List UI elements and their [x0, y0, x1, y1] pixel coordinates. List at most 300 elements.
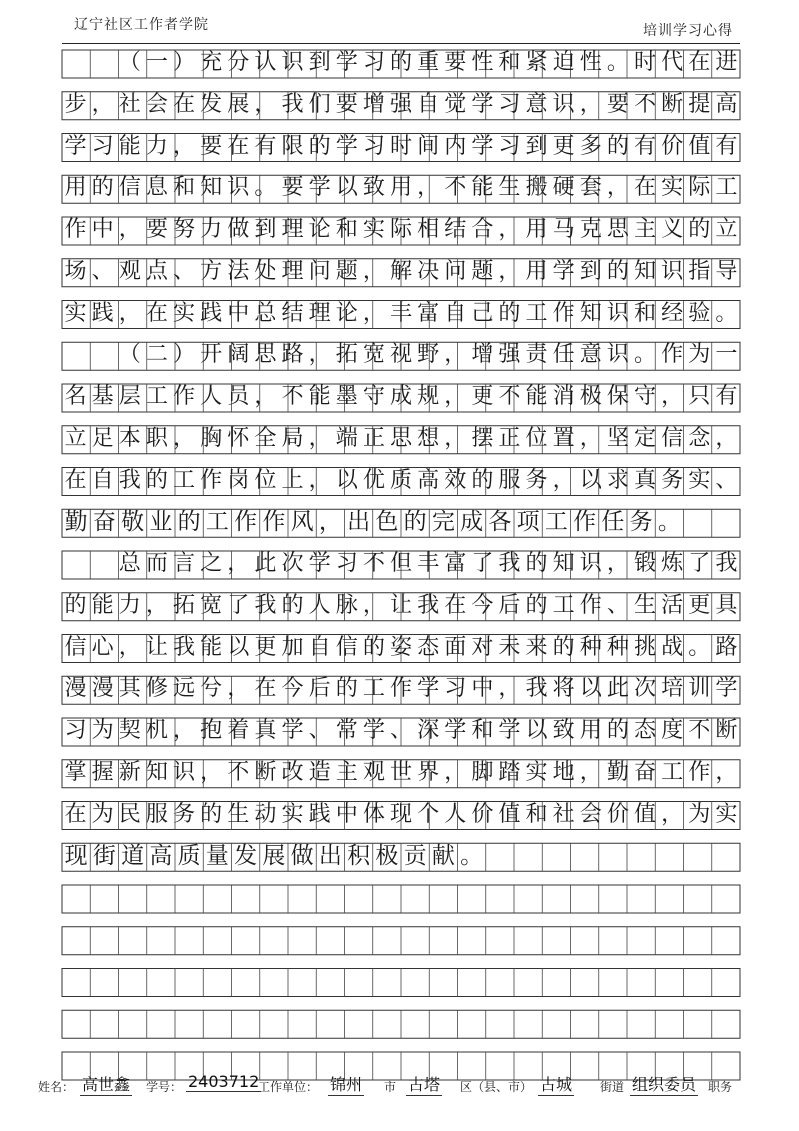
handwritten-char: ） — [172, 342, 196, 368]
handwritten-char: 富 — [417, 300, 440, 326]
handwritten-char: 习 — [444, 676, 467, 702]
handwritten-char: 今 — [471, 592, 494, 618]
handwritten-char: 题 — [471, 258, 494, 284]
handwritten-char: 加 — [281, 634, 304, 660]
handwritten-char: 次 — [634, 676, 657, 702]
handwritten-char: 来 — [525, 634, 548, 660]
handwritten-char: 的 — [91, 175, 114, 201]
district-suffix: 区（县、市） — [460, 1080, 533, 1094]
handwritten-char: 。 — [634, 342, 657, 368]
handwritten-char: 会 — [579, 801, 602, 827]
handwritten-char: 要 — [145, 217, 168, 242]
handwritten-char: 工 — [661, 759, 684, 785]
handwritten-char: 地 — [552, 759, 575, 785]
handwritten-char: 各 — [488, 509, 512, 536]
handwritten-char: 世 — [389, 759, 413, 785]
handwritten-char: 高 — [715, 91, 738, 117]
handwritten-char: 性 — [579, 50, 602, 75]
handwritten-char: 时 — [389, 133, 413, 159]
handwritten-char: 勤 — [64, 509, 88, 536]
handwritten-char: 远 — [172, 676, 196, 702]
handwritten-char: 开 — [200, 342, 223, 368]
handwritten-char: 论 — [335, 300, 358, 326]
handwritten-char: 能 — [525, 384, 548, 409]
handwritten-char: 要 — [200, 133, 223, 159]
handwritten-char: 更 — [254, 634, 277, 660]
handwritten-char: 高 — [149, 843, 173, 870]
handwritten-char: 的 — [389, 50, 413, 75]
handwritten-char: 在 — [172, 91, 196, 117]
handwritten-char: 消 — [552, 384, 575, 409]
handwritten-char: 学 — [335, 50, 358, 75]
handwritten-char: 学 — [498, 718, 521, 743]
handwritten-char: 导 — [715, 258, 738, 284]
handwritten-char: 守 — [634, 384, 657, 409]
handwritten-char: 挑 — [634, 634, 657, 660]
handwritten-char: 和 — [634, 300, 657, 326]
handwritten-char: 信 — [118, 175, 141, 201]
handwritten-char: 兮 — [200, 676, 223, 702]
handwritten-char: 姿 — [389, 634, 413, 660]
handwritten-char: 掌 — [64, 759, 87, 785]
handwritten-char: 。 — [657, 509, 681, 536]
handwritten-char: 活 — [661, 592, 684, 618]
handwritten-char: 脉 — [335, 592, 358, 618]
handwritten-char: 上 — [281, 467, 304, 493]
handwritten-char: 习 — [498, 133, 521, 159]
handwritten-char: ， — [227, 676, 250, 702]
handwritten-char: 、 — [606, 592, 629, 618]
handwritten-char: 发 — [200, 91, 223, 117]
handwritten-char: 言 — [172, 551, 196, 576]
student-id-label: 学号： — [146, 1080, 183, 1094]
handwritten-char: 实 — [688, 467, 711, 493]
handwritten-char: 自 — [91, 467, 114, 493]
handwritten-char: ， — [118, 300, 141, 326]
handwritten-char: 高 — [417, 467, 440, 493]
handwritten-char: 作 — [579, 592, 602, 618]
handwritten-char: 要 — [606, 91, 629, 117]
handwritten-char: 战 — [661, 634, 684, 660]
handwritten-char: 习 — [335, 551, 358, 576]
handwritten-char: 阔 — [227, 342, 250, 368]
handwritten-char: 总 — [118, 551, 141, 576]
handwritten-char: 限 — [281, 133, 304, 159]
handwritten-char: 实 — [64, 300, 87, 326]
handwritten-char: 对 — [471, 634, 494, 660]
handwritten-char: 作 — [389, 676, 413, 702]
handwritten-char: 增 — [362, 91, 385, 117]
handwritten-char: 后 — [308, 676, 331, 702]
handwritten-char: 路 — [715, 634, 738, 660]
handwritten-char: 丰 — [417, 551, 440, 576]
handwritten-char: 新 — [118, 759, 141, 785]
handwritten-char: 意 — [579, 342, 602, 368]
handwritten-char: 业 — [149, 509, 173, 536]
handwritten-char: 用 — [64, 175, 87, 201]
handwritten-char: 具 — [715, 592, 738, 618]
handwritten-char: 能 — [118, 133, 141, 159]
handwritten-char: ， — [552, 467, 575, 493]
handwritten-char: 不 — [227, 759, 250, 785]
handwritten-char: 中 — [227, 300, 250, 326]
handwritten-char: 修 — [145, 676, 168, 702]
handwritten-char: ， — [417, 175, 440, 201]
handwritten-char: 守 — [362, 384, 385, 409]
handwritten-char: 拓 — [335, 342, 358, 368]
handwritten-char: 值 — [634, 801, 657, 827]
handwritten-char: 不 — [362, 551, 385, 576]
handwritten-char: 以 — [579, 676, 602, 702]
handwritten-char: 踏 — [498, 759, 521, 785]
handwritten-char: 、 — [91, 258, 114, 284]
handwritten-char: 工 — [715, 175, 738, 201]
handwritten-char: ， — [498, 258, 521, 284]
handwritten-char: ， — [362, 592, 385, 618]
handwritten-char: 锻 — [634, 551, 657, 576]
handwritten-char: ， — [91, 91, 114, 117]
post-suffix: 职务 — [708, 1080, 733, 1094]
handwritten-char: ， — [308, 425, 331, 451]
handwritten-char: 现 — [64, 843, 88, 870]
handwritten-char: 现 — [389, 801, 413, 827]
city-value: 锦州 — [328, 1072, 364, 1096]
handwritten-char: 、 — [715, 467, 738, 493]
handwritten-char: ， — [498, 217, 521, 242]
handwritten-char: 和 — [525, 801, 548, 827]
handwritten-char: 在 — [688, 50, 711, 75]
handwritten-char: 拓 — [172, 592, 196, 618]
handwritten-char: 此 — [254, 551, 277, 576]
handwritten-char: 学 — [444, 718, 467, 743]
handwritten-char: 题 — [335, 258, 358, 284]
handwritten-char: 的 — [64, 592, 87, 618]
handwritten-char: 造 — [308, 759, 331, 785]
handwritten-char: 不 — [281, 384, 304, 409]
handwritten-char: 我 — [417, 592, 440, 618]
handwritten-char: 断 — [715, 718, 738, 743]
handwritten-char: 实 — [661, 175, 684, 201]
handwritten-char: ， — [579, 759, 602, 785]
handwritten-char: 工 — [544, 509, 568, 536]
handwritten-char: 和 — [335, 217, 358, 242]
handwritten-char: 保 — [606, 384, 629, 409]
handwritten-char: 。 — [460, 843, 484, 870]
handwritten-char: 脚 — [471, 759, 494, 785]
handwritten-char: 息 — [145, 175, 168, 201]
handwritten-char: 体 — [362, 801, 385, 827]
handwritten-char: 民 — [118, 801, 141, 827]
handwritten-char: 理 — [281, 217, 304, 242]
handwritten-char: ， — [444, 342, 467, 368]
handwritten-char: 努 — [172, 217, 196, 242]
handwritten-char: 改 — [281, 759, 304, 785]
handwritten-char: 以 — [335, 175, 358, 201]
handwritten-char: 理 — [281, 258, 304, 284]
handwritten-char: 处 — [254, 258, 277, 284]
handwritten-char: 时 — [634, 50, 657, 75]
handwritten-char: 工 — [172, 467, 196, 493]
handwritten-char: ， — [172, 133, 196, 159]
handwritten-char: 识 — [281, 50, 304, 75]
handwritten-char: 务 — [525, 467, 548, 493]
handwritten-char: 为 — [688, 342, 711, 368]
handwritten-char: 量 — [205, 843, 229, 870]
handwritten-char: 紧 — [525, 50, 548, 75]
handwritten-char: 更 — [471, 384, 494, 409]
handwritten-char: 际 — [688, 175, 711, 201]
handwritten-char: 项 — [516, 509, 540, 536]
handwritten-char: 进 — [715, 50, 738, 75]
handwritten-char: 作 — [64, 217, 87, 242]
handwritten-char: 展 — [262, 843, 286, 870]
handwritten-char: 足 — [91, 425, 114, 451]
handwritten-char: ， — [145, 592, 168, 618]
handwritten-char: 任 — [552, 342, 575, 368]
handwritten-char: 基 — [91, 384, 114, 409]
handwritten-char: 优 — [362, 467, 385, 493]
handwritten-char: ， — [579, 425, 602, 451]
handwritten-char: ， — [227, 551, 250, 576]
handwritten-char: 工 — [205, 509, 229, 536]
handwritten-char: 有 — [715, 133, 738, 159]
handwritten-char: 求 — [606, 467, 629, 493]
handwritten-char: 在 — [64, 467, 87, 493]
handwritten-char: 色 — [375, 509, 399, 536]
handwritten-char: 中 — [471, 676, 494, 702]
handwritten-char: 的 — [688, 217, 711, 242]
handwritten-char: 的 — [525, 551, 548, 576]
handwritten-char: 着 — [227, 718, 250, 743]
handwritten-char: 要 — [335, 91, 358, 117]
handwritten-char: 生 — [498, 175, 521, 201]
handwritten-char: 断 — [254, 759, 277, 785]
handwritten-char: 生 — [634, 592, 657, 618]
handwritten-char: ， — [498, 676, 521, 702]
handwritten-char: ， — [715, 425, 738, 451]
handwritten-char: 习 — [498, 91, 521, 117]
handwritten-char: 相 — [417, 217, 440, 242]
handwritten-char: 在 — [634, 175, 657, 201]
handwritten-char: 墨 — [335, 384, 358, 409]
handwritten-char: 理 — [308, 300, 331, 326]
handwritten-char: ， — [118, 217, 141, 242]
handwritten-char: 作 — [262, 509, 286, 536]
handwritten-char: ， — [172, 718, 196, 743]
handwritten-char: 知 — [634, 258, 657, 284]
handwritten-char: 人 — [444, 801, 467, 827]
handwritten-char: 社 — [552, 801, 575, 827]
handwritten-char: 学 — [64, 133, 87, 159]
handwritten-char: 学 — [281, 718, 304, 743]
handwritten-char: 断 — [661, 91, 684, 117]
handwritten-char: 更 — [552, 133, 575, 159]
handwritten-char: 问 — [444, 258, 467, 284]
handwritten-char: 完 — [431, 509, 455, 536]
handwritten-char: 用 — [525, 258, 548, 284]
handwritten-char: 但 — [389, 551, 413, 576]
handwritten-char: 道 — [121, 843, 145, 870]
handwritten-char: 奋 — [92, 509, 116, 536]
handwritten-char: ， — [308, 467, 331, 493]
handwritten-char: 契 — [118, 718, 141, 743]
handwritten-char: 后 — [498, 592, 521, 618]
handwritten-char: 结 — [444, 217, 467, 242]
handwritten-char: 了 — [471, 551, 494, 576]
handwritten-char: ， — [444, 759, 467, 785]
handwritten-char: ， — [362, 258, 385, 284]
handwritten-char: 成 — [460, 509, 484, 536]
handwritten-char: 以 — [525, 718, 548, 743]
handwritten-char: 一 — [715, 342, 738, 368]
handwritten-char: 用 — [389, 175, 413, 201]
handwritten-char: 展 — [227, 91, 250, 117]
handwritten-char: 价 — [471, 801, 494, 827]
handwritten-char: 工 — [552, 592, 575, 618]
handwritten-char: 态 — [417, 634, 440, 660]
handwritten-char: 务 — [629, 509, 653, 536]
handwritten-char: 规 — [417, 384, 440, 409]
handwritten-char: 不 — [444, 175, 467, 201]
handwritten-char: 积 — [347, 843, 371, 870]
handwritten-char: 的 — [335, 676, 358, 702]
handwritten-char: 岗 — [227, 467, 250, 493]
handwritten-char: 践 — [308, 801, 331, 827]
handwritten-char: 。 — [254, 175, 277, 201]
handwritten-char: 责 — [525, 342, 548, 368]
handwritten-char: 和 — [498, 50, 521, 75]
handwritten-char: 宽 — [362, 342, 385, 368]
handwritten-char: 而 — [145, 551, 168, 576]
handwritten-char: 场 — [64, 258, 87, 284]
handwritten-char: 机 — [145, 718, 168, 743]
handwritten-char: 、 — [308, 718, 331, 743]
handwritten-char: 有 — [634, 133, 657, 159]
handwritten-char: 决 — [417, 258, 440, 284]
handwritten-char: 的 — [308, 133, 331, 159]
name-value: 高世鑫 — [80, 1072, 132, 1096]
handwritten-char: 的 — [606, 258, 629, 284]
handwritten-char: 置 — [552, 425, 575, 451]
handwritten-char: 的 — [606, 718, 629, 743]
street-value: 古城 — [538, 1072, 574, 1096]
handwritten-char: 习 — [91, 133, 114, 159]
handwritten-char: ， — [254, 91, 277, 117]
handwritten-char: 质 — [389, 467, 413, 493]
handwritten-char: 识 — [579, 551, 602, 576]
handwritten-char: ， — [661, 801, 684, 827]
handwritten-char: 种 — [579, 634, 602, 660]
handwritten-char: 漫 — [91, 676, 114, 702]
handwritten-char: 服 — [498, 467, 521, 493]
handwritten-char: 漫 — [64, 676, 87, 702]
handwritten-char: 习 — [362, 50, 385, 75]
handwritten-char: 实 — [525, 759, 548, 785]
handwritten-char: 思 — [606, 217, 629, 242]
handwritten-char: ， — [579, 91, 602, 117]
handwritten-char: 服 — [145, 801, 168, 827]
handwritten-char: 马 — [552, 217, 575, 242]
handwritten-char: 用 — [525, 217, 548, 242]
handwritten-char: 面 — [444, 634, 467, 660]
handwritten-char: 敬 — [121, 509, 145, 536]
handwritten-char: 习 — [362, 133, 385, 159]
handwritten-char: 社 — [118, 91, 141, 117]
handwritten-char: 步 — [64, 91, 87, 117]
city-suffix: 市 — [384, 1080, 397, 1094]
handwritten-char: 工 — [525, 300, 548, 326]
handwritten-char: 致 — [552, 718, 575, 743]
handwritten-char: 的 — [177, 509, 201, 536]
handwritten-char: 实 — [172, 300, 196, 326]
handwritten-char: 中 — [335, 801, 358, 827]
handwritten-char: 握 — [91, 759, 114, 785]
handwritten-char: 力 — [118, 592, 141, 618]
handwritten-char: 任 — [601, 509, 625, 536]
handwritten-char: 真 — [254, 718, 277, 743]
handwritten-char: 增 — [471, 342, 494, 368]
handwritten-char: 知 — [145, 759, 168, 785]
handwritten-char: 力 — [200, 217, 223, 242]
handwritten-char: 在 — [145, 300, 168, 326]
handwritten-char: 到 — [579, 258, 602, 284]
handwritten-char: 们 — [308, 91, 331, 117]
handwritten-char: 度 — [661, 718, 684, 743]
handwritten-char: 不 — [498, 384, 521, 409]
handwritten-char: 让 — [389, 592, 413, 618]
handwritten-char: 搬 — [525, 175, 548, 201]
handwritten-char: 抱 — [200, 718, 223, 743]
handwritten-char: 意 — [525, 91, 548, 117]
handwritten-char: 献 — [431, 843, 455, 870]
handwritten-char: 强 — [498, 342, 521, 368]
handwritten-char: 论 — [308, 217, 331, 242]
handwritten-char: 觉 — [444, 91, 467, 117]
handwritten-char: 识 — [606, 300, 629, 326]
handwritten-char: 我 — [715, 551, 738, 576]
handwritten-char: 间 — [417, 133, 440, 159]
institution-name: 辽宁社区工作者学院 — [74, 17, 209, 33]
handwritten-char: 野 — [417, 342, 440, 368]
handwritten-char: ， — [362, 300, 385, 326]
handwritten-char: 学 — [715, 676, 738, 702]
handwritten-char: 风 — [290, 509, 314, 536]
handwritten-char: 我 — [525, 676, 548, 702]
handwritten-char: 作 — [234, 509, 258, 536]
handwritten-char: ， — [606, 175, 629, 201]
handwritten-char: 思 — [254, 342, 277, 368]
handwritten-char: 真 — [634, 467, 657, 493]
handwritten-char: 要 — [444, 50, 467, 75]
handwritten-char: 自 — [444, 300, 467, 326]
handwritten-char: 学 — [471, 133, 494, 159]
handwritten-char: 值 — [688, 133, 711, 159]
handwritten-char: 作 — [172, 384, 196, 409]
handwritten-char: 富 — [444, 551, 467, 576]
handwritten-char: 态 — [634, 718, 657, 743]
handwritten-char: 个 — [417, 801, 440, 827]
handwritten-char: 价 — [606, 801, 629, 827]
handwritten-char: 能 — [91, 592, 114, 618]
handwritten-char: 能 — [200, 634, 223, 660]
handwritten-char: 在 — [64, 801, 87, 827]
handwritten-char: 摆 — [471, 425, 494, 451]
handwritten-char: 和 — [172, 175, 196, 201]
handwritten-char: 职 — [145, 425, 168, 451]
handwritten-char: 、 — [389, 718, 413, 743]
handwritten-char: 员 — [227, 384, 250, 409]
handwritten-char: ， — [308, 342, 331, 368]
